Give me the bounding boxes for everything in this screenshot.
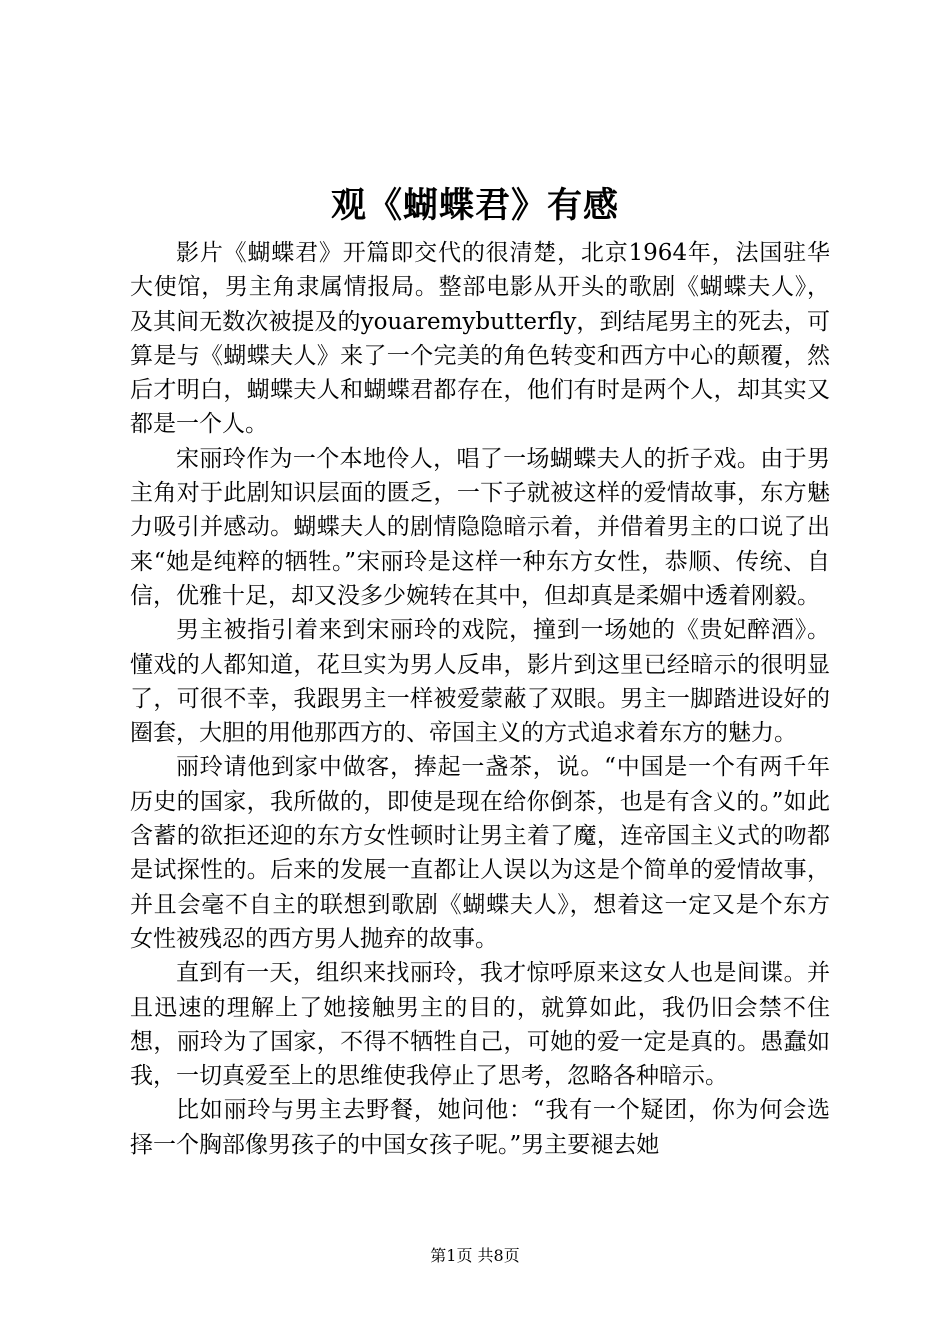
paragraph-2: 宋丽玲作为一个本地伶人，唱了一场蝴蝶夫人的折子戏。由于男主角对于此剧知识层面的匮乏，一下子就被这样的爱情故事，东方魅力吸引并感动。蝴蝶夫人的剧情隐隐暗示着，并借着男主的口说了出来“她是纯粹的牺牲。”宋丽玲是这样一种东方女性，恭顺、传统、自信，优雅十足，却又没多少婉转在其中，但却真是柔媚中透着刚毅。 — [130, 445, 830, 609]
paragraph-6: 比如丽玲与男主去野餐，她问他：“我有一个疑团，你为何会选择一个胸部像男孩子的中国女孩子呢。”男主要褪去她 — [130, 1097, 830, 1158]
page-number-footer: 第1页 共8页 — [430, 1246, 520, 1265]
paragraph-4: 丽玲请他到家中做客，捧起一盏茶，说。“中国是一个有两千年历史的国家，我所做的，即使是现在给你倒茶，也是有含义的。”如此含蓄的欲拒还迎的东方女性顿时让男主着了魔，连帝国主义式的吻都是试探性的。后来的发展一直都让人误以为这是个简单的爱情故事，并且会毫不自主的联想到歌剧《蝴蝶夫人》，想着这一定又是个东方女性被残忍的西方男人抛弃的故事。 — [130, 754, 830, 952]
document-body — [130, 236, 830, 1162]
paragraph-1: 影片《蝴蝶君》开篇即交代的很清楚，北京1964年，法国驻华大使馆，男主角隶属情报局。整部电影从开头的歌剧《蝴蝶夫人》，及其间无数次被提及的youaremybutterfly，到结尾男主的死去，可算是与《蝴蝶夫人》来了一个完美的角色转变和西方中心的颠覆，然后才明白，蝴蝶夫人和蝴蝶君都存在，他们有时是两个人，却其实又都是一个人。 — [130, 240, 830, 438]
paragraph-5: 直到有一天，组织来找丽玲，我才惊呼原来这女人也是间谍。并且迅速的理解上了她接触男主的目的，就算如此，我仍旧会禁不住想，丽玲为了国家，不得不牺牲自己，可她的爱一定是真的。愚蠢如我，一切真爱至上的思维使我停止了思考，忽略各种暗示。 — [130, 960, 830, 1090]
paragraph-3: 男主被指引着来到宋丽玲的戏院，撞到一场她的《贵妃醉酒》。懂戏的人都知道，花旦实为男人反串，影片到这里已经暗示的很明显了，可很不幸，我跟男主一样被爱蒙蔽了双眼。男主一脚踏进设好的圈套，大胆的用他那西方的、帝国主义的方式追求着东方的魅力。 — [130, 617, 830, 747]
document-title: 观《蝴蝶君》有感 — [330, 185, 619, 226]
